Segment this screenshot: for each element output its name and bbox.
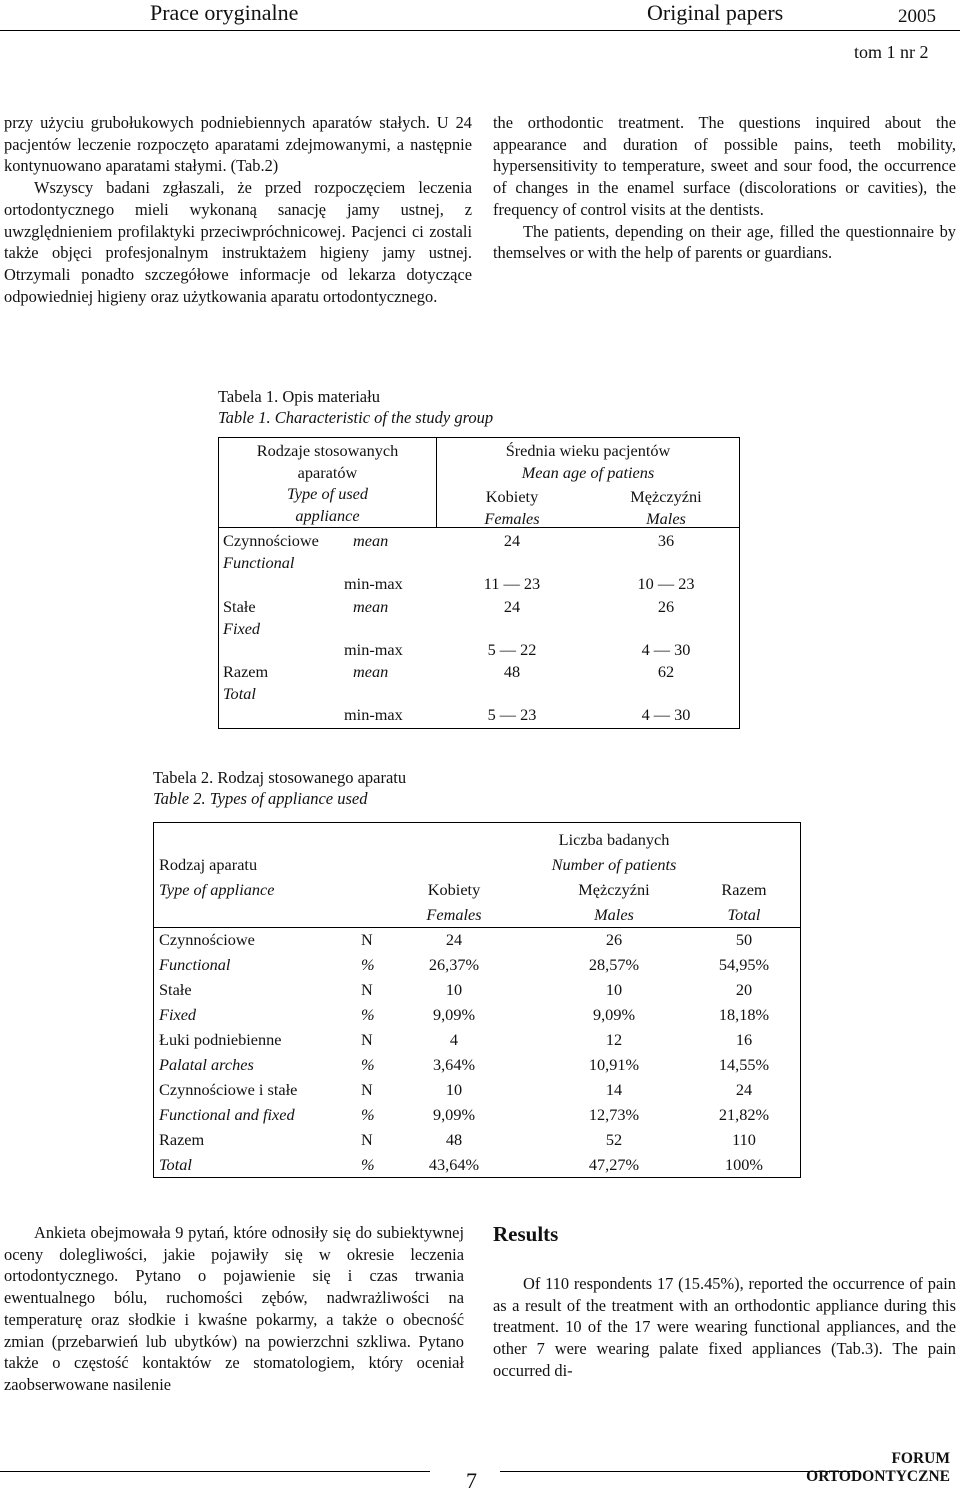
table-row: Stałe Fixed N % 10 9,09% 10 9,09% 20 18,18%	[159, 980, 770, 1024]
paragraph: przy użyciu grubołukowych podniebiennych aparatów stałych. U 24 pacjentów leczenie rozpoczęto aparatami zdejmowanymi, a następnie kontynuowano aparatami stałymi. (Tab.2)	[4, 113, 472, 176]
table-row: Czynnościowe i stałe Functional and fixed N % 10 9,09% 14 12,73% 24 21,82%	[159, 1080, 770, 1124]
table1-body	[219, 531, 739, 728]
running-header-right: Original papers	[647, 0, 784, 25]
table-row: Czynnościowe Functional N % 24 26,37% 26 28,57% 50 54,95%	[159, 930, 770, 974]
table1-group-total: Razem Total mean 48 62 min-max 5 — 23 4 — 30	[223, 662, 691, 724]
table2-caption	[153, 767, 406, 809]
running-header-left: Prace oryginalne	[150, 0, 299, 25]
table2	[153, 822, 801, 1178]
table2-body	[154, 927, 800, 1177]
table2-label-en: Table 2.	[153, 789, 206, 808]
table1-label-pl: Tabela 1.	[218, 387, 279, 406]
table1-label-en: Table 1.	[218, 408, 271, 427]
table1-age-header: Średnia wieku pacjentów Mean age of patiens	[505, 441, 671, 482]
page-number: 7	[466, 1468, 477, 1493]
table1-group-functional: Czynnościowe Functional mean 24 36 min-max 11 — 23 10 — 23	[223, 531, 695, 593]
table2-label-pl: Tabela 2.	[153, 768, 214, 787]
table1-title-pl: Opis materiału	[282, 387, 380, 406]
table-row: Razem Total N % 48 43,64% 52 47,27% 110 100%	[159, 1130, 763, 1174]
text-column-top-left	[4, 112, 472, 307]
header-year: 2005	[898, 6, 936, 27]
paragraph: Wszyscy badani zgłaszali, że przed rozpoczęciem leczenia ortodontycznego mieli wykonaną sanację jamy ustnej, z uwzględnieniem profilaktyki przeciwpróchnicowej. Pacjenci ci zostali także objęci profesjonalnym instruktażem higieny jamy ustnej. Otrzymali ponadto szczegółowe informacje od lekarza dotyczące odpowiedniej higieny oraz użytkowania aparatu ortodontycznego.	[4, 178, 472, 306]
table2-title-pl: Rodzaj stosowanego aparatu	[217, 768, 407, 787]
footer-rule-left	[0, 1471, 430, 1472]
table2-title-en: Types of appliance used	[209, 789, 368, 808]
table2-total-header: Razem Total	[721, 880, 767, 924]
table1-females-header: Kobiety Females	[484, 487, 540, 528]
header-volume: tom 1 nr 2	[854, 42, 929, 62]
table2-count-header: Liczba badanych Number of patients	[551, 830, 677, 874]
table1-group-fixed: Stałe Fixed mean 24 26 min-max 5 — 22 4 — 30	[223, 597, 691, 659]
table1-males-header: Mężczyźni Males	[630, 487, 702, 528]
journal-name: FORUM ORTODONTYCZNE	[806, 1450, 950, 1485]
text-column-bottom-right: Of 110 respondents 17 (15.45%), reported the occurrence of pain as a result of the treatment with an orthodontic appliance during this treatment. 10 of the 17 were wearing functional appliances, and the other 7 were wearing palate fixed appliances (Tab.3). The pain occurred di-	[493, 1274, 956, 1380]
table1-title-en: Characteristic of the study group	[274, 408, 494, 427]
table2-females-header: Kobiety Females	[426, 880, 482, 924]
table1-caption	[218, 386, 493, 428]
text-column-bottom-left: Ankieta obejmowała 9 pytań, które odnosiły się do subiektywnej oceny dolegliwości, jakie pojawiły się w okresie leczenia ortodontycznego. Pytano o pojawienie się i czas trwania ewentualnego bólu, ruchomości zębów, nadwrażliwości na temperaturę oraz słodkie i kwaśne pokarmy, a także o obecność zmian (przebarwień lub ubytków) na powierzchni szkliwa. Pytano także o częstość kontaktów ze stomatologiem, który oceniał zaobserwowane nasilenie	[4, 1223, 464, 1394]
table2-males-header: Mężczyźni Males	[578, 880, 650, 924]
table2-type-header: Rodzaj aparatu Type of appliance	[159, 855, 275, 899]
table1	[218, 437, 740, 729]
results-heading: Results	[493, 1222, 559, 1246]
header-rule	[0, 30, 960, 31]
table-row: Łuki podniebienne Palatal arches N % 4 3,64% 12 10,91% 16 14,55%	[159, 1030, 770, 1074]
text-column-top-right	[493, 112, 956, 264]
paragraph: The patients, depending on their age, filled the questionnaire by themselves or with the help of parents or guardians.	[493, 221, 956, 263]
table1-type-header: Rodzaje stosowanych aparatów Type of used appliance	[256, 441, 399, 525]
paragraph: the orthodontic treatment. The questions inquired about the appearance and duration of possible pains, teeth mobility, hypersensitivity to temperature, sweet and sour food, the occurrence of changes in the enamel surface (discolorations or cavities), the frequency of control visits at the dentists.	[493, 113, 956, 219]
